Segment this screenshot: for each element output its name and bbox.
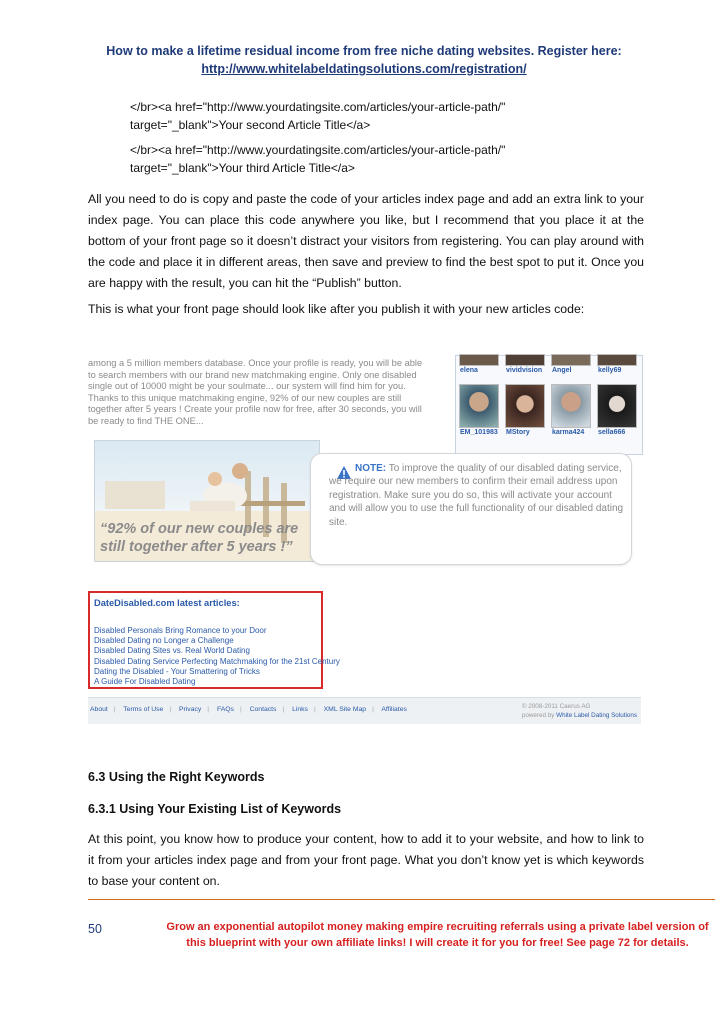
article-link[interactable]: Disabled Dating Service Perfecting Matchmaking for the 21st Century bbox=[94, 656, 340, 666]
powered-by-link[interactable]: White Label Dating Solutions bbox=[556, 711, 637, 719]
nav-privacy[interactable]: Privacy bbox=[179, 706, 202, 713]
member-photo[interactable] bbox=[551, 384, 591, 428]
members-panel bbox=[455, 355, 643, 455]
code-line: </br><a href="http://www.yourdatingsite.com/articles/your-article-path/" bbox=[130, 100, 506, 114]
member-name[interactable]: Angel bbox=[552, 367, 572, 374]
member-photo[interactable] bbox=[459, 384, 499, 428]
promo-text: Grow an exponential autopilot money making empire recruiting referrals using a private label version of this blueprint with your own affiliate links! I will create it for you for free! See page 72 for details. bbox=[166, 921, 709, 949]
footer-links bbox=[90, 706, 413, 713]
member-photo[interactable] bbox=[505, 354, 545, 366]
latest-articles-box bbox=[88, 591, 340, 689]
nav-sitemap[interactable]: XML Site Map bbox=[323, 706, 367, 713]
member-photo[interactable] bbox=[597, 354, 637, 366]
note-text bbox=[329, 462, 624, 529]
nav-contacts[interactable]: Contacts bbox=[249, 706, 277, 713]
paragraph-front-page: This is what your front page should look like after you publish it with your new articles code: bbox=[88, 302, 585, 316]
nav-about[interactable]: About bbox=[90, 706, 108, 713]
paragraph-keywords: At this point, you know how to produce your content, how to add it to your website, and how to link to it from your articles index page and from your front page. What you don’t know yet is which keywords to base your content on. bbox=[88, 832, 644, 888]
nav-separator: | bbox=[239, 706, 242, 713]
nav-separator: | bbox=[207, 706, 210, 713]
website-screenshot bbox=[88, 355, 644, 725]
member-name[interactable]: elena bbox=[460, 367, 478, 374]
code-block-third bbox=[130, 141, 505, 177]
latest-articles-title: DateDisabled.com latest articles: bbox=[94, 598, 240, 608]
nav-separator: | bbox=[313, 706, 316, 713]
article-link[interactable]: Disabled Dating no Longer a Challenge bbox=[94, 636, 234, 646]
page-number: 50 bbox=[88, 922, 102, 936]
subsection-heading: 6.3.1 Using Your Existing List of Keywords bbox=[88, 802, 342, 816]
nav-separator: | bbox=[282, 706, 285, 713]
code-block-second bbox=[130, 98, 505, 134]
powered-by-text: powered by bbox=[521, 711, 557, 719]
quote-line: still together after 5 years !” bbox=[100, 539, 293, 555]
site-footer-nav bbox=[88, 697, 641, 724]
note-label: NOTE: bbox=[355, 463, 387, 474]
article-link[interactable]: Disabled Dating Sites vs. Real World Dating bbox=[94, 646, 250, 656]
nav-separator: | bbox=[113, 706, 116, 713]
quote-line: “92% of our new couples are bbox=[100, 521, 299, 537]
nav-links[interactable]: Links bbox=[292, 706, 308, 713]
document-header bbox=[0, 42, 728, 78]
note-callout bbox=[310, 453, 632, 565]
header-line: How to make a lifetime residual income from free niche dating websites. Register here: bbox=[106, 44, 622, 58]
note-body: To improve the quality of our disabled dating service, we require our new members to confirm their email address upon registration. Make sure you do so, this will activate your account and will allow you to use the full functionality of our disabled dating site. bbox=[329, 463, 624, 528]
member-name[interactable]: kelly69 bbox=[598, 367, 622, 374]
copyright-text: © 2008-2011 Caerus AG bbox=[521, 703, 591, 710]
code-line: </br><a href="http://www.yourdatingsite.com/articles/your-article-path/" bbox=[130, 143, 506, 157]
member-name[interactable]: EM_101983 bbox=[460, 429, 498, 436]
member-photo[interactable] bbox=[505, 384, 545, 428]
member-photo[interactable] bbox=[551, 354, 591, 366]
nav-faqs[interactable]: FAQs bbox=[216, 706, 234, 713]
nav-affiliates[interactable]: Affiliates bbox=[381, 706, 407, 713]
registration-link[interactable]: http://www.whitelabeldatingsolutions.com/registration/ bbox=[201, 62, 527, 76]
footer-rule bbox=[88, 899, 715, 900]
code-line: target="_blank">Your second Article Title</a> bbox=[130, 118, 371, 132]
member-name[interactable]: karma424 bbox=[552, 429, 585, 436]
latest-articles-list bbox=[94, 626, 340, 687]
intro-text: among a 5 million members database. Once your profile is ready, you will be able to search members with our brand new matchmaking engine. Only one disabled single out of 10000 might be your soulmate... our system will find him for you. Thanks to this unique matchmaking engine, 92% of our new couples are still together after 5 years ! Create your profile now for free, after 30 seconds, you will be ready to find THE ONE... bbox=[88, 358, 423, 426]
copyright-block bbox=[522, 703, 637, 720]
member-name[interactable]: vividvision bbox=[506, 367, 543, 374]
member-name[interactable]: sella666 bbox=[598, 429, 626, 436]
testimonial-quote bbox=[100, 520, 298, 556]
paragraph-instructions: All you need to do is copy and paste the code of your articles index page and add an extra link to your index page. You can place this code anywhere you like, but I recommend that you place it at the bottom of your front page so it doesn’t distract your visitors from registering. You can play around with the code and place it in different areas, then save and preview to find the best spot to put it. Once you are happy with the result, you can hit the “Publish” button. bbox=[88, 192, 644, 290]
member-photo[interactable] bbox=[597, 384, 637, 428]
nav-separator: | bbox=[169, 706, 172, 713]
article-link[interactable]: Disabled Personals Bring Romance to your Door bbox=[94, 626, 267, 635]
section-heading: 6.3 Using the Right Keywords bbox=[88, 770, 265, 784]
nav-terms[interactable]: Terms of Use bbox=[123, 706, 164, 713]
article-link[interactable]: A Guide For Disabled Dating bbox=[94, 677, 196, 687]
member-photo[interactable] bbox=[459, 354, 499, 366]
nav-separator: | bbox=[372, 706, 374, 713]
code-line: target="_blank">Your third Article Title</a> bbox=[130, 161, 355, 175]
member-name[interactable]: MStory bbox=[506, 429, 530, 436]
article-link[interactable]: Dating the Disabled - Your Smattering of Tricks bbox=[94, 666, 260, 676]
